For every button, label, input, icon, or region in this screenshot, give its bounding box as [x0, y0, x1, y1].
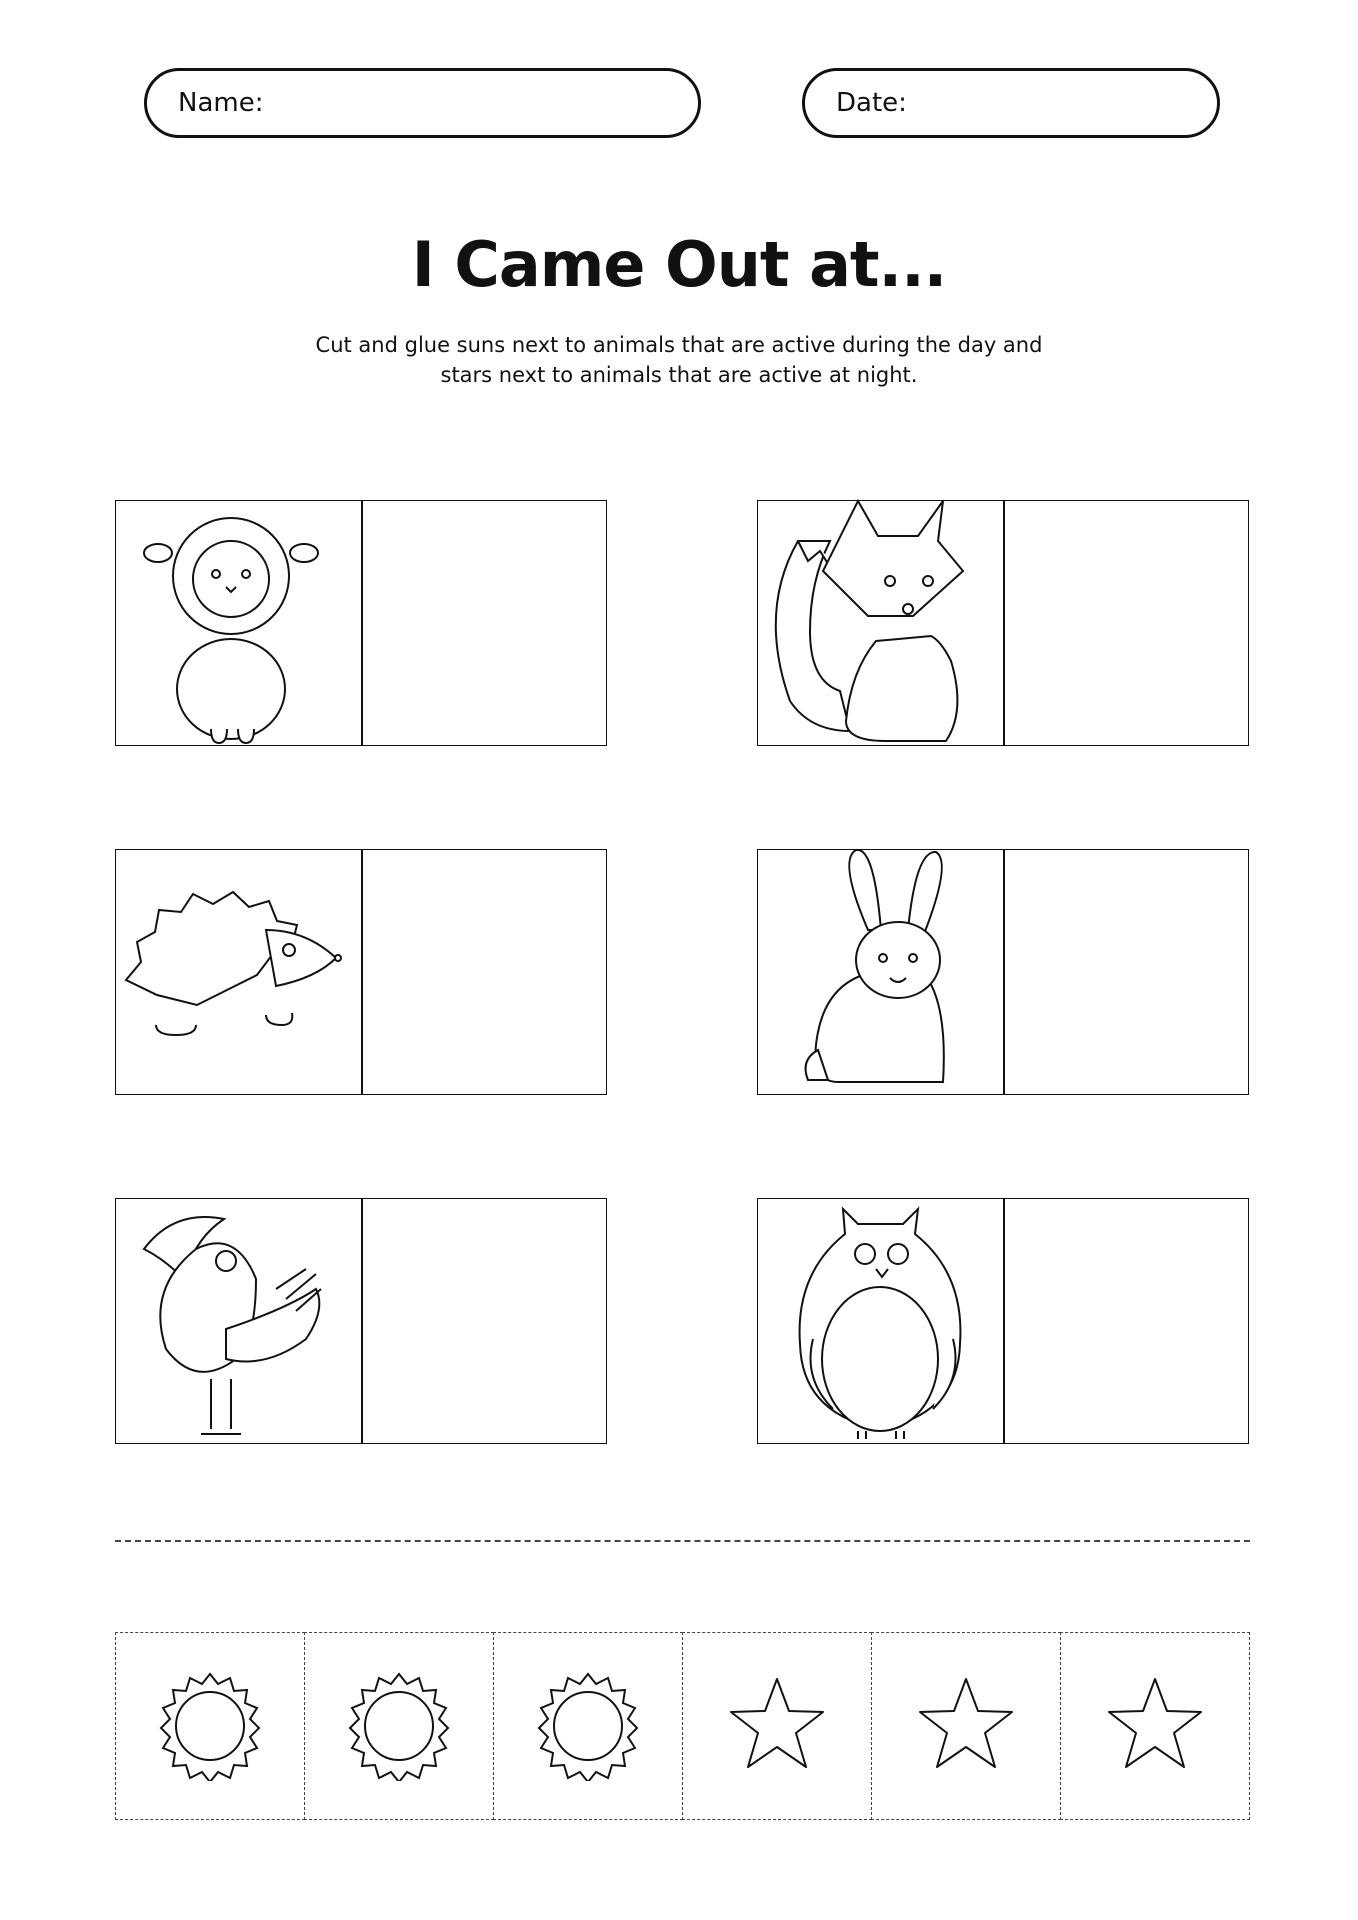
- cutout-sun-2[interactable]: [304, 1632, 494, 1820]
- star-icon: [722, 1671, 832, 1781]
- animal-card-toucan: [115, 1198, 607, 1444]
- sun-icon: [155, 1671, 265, 1781]
- date-label: Date:: [836, 88, 907, 118]
- instructions-line-1: Cut and glue suns next to animals that are active during the day and: [315, 333, 1043, 357]
- star-icon: [1100, 1671, 1210, 1781]
- animal-card-sheep: [115, 500, 607, 746]
- cutout-star-2[interactable]: [871, 1632, 1061, 1820]
- instructions: [279, 330, 1079, 390]
- animal-card-rabbit: [757, 849, 1249, 1095]
- glue-slot[interactable]: [363, 850, 606, 1094]
- animal-card-fox: [757, 500, 1249, 746]
- cutout-star-1[interactable]: [682, 1632, 872, 1820]
- glue-slot[interactable]: [1005, 501, 1248, 745]
- animal-card-hedgehog: [115, 849, 607, 1095]
- animal-card-owl: [757, 1198, 1249, 1444]
- glue-slot[interactable]: [1005, 850, 1248, 1094]
- cut-line: [115, 1540, 1250, 1542]
- worksheet-title: I Came Out at...: [411, 228, 947, 301]
- star-icon: [911, 1671, 1021, 1781]
- owl-icon: [758, 1179, 1003, 1445]
- name-label: Name:: [178, 88, 264, 118]
- date-field[interactable]: [802, 68, 1220, 138]
- hedgehog-icon: [116, 830, 361, 1096]
- glue-slot[interactable]: [363, 501, 606, 745]
- cutout-star-3[interactable]: [1060, 1632, 1250, 1820]
- cutout-sun-1[interactable]: [115, 1632, 305, 1820]
- toucan-icon: [116, 1179, 361, 1445]
- rabbit-icon: [758, 830, 1003, 1096]
- instructions-line-2: stars next to animals that are active at night.: [440, 363, 918, 387]
- sun-icon: [533, 1671, 643, 1781]
- fox-icon: [758, 481, 1003, 747]
- glue-slot[interactable]: [363, 1199, 606, 1443]
- cutout-sun-3[interactable]: [493, 1632, 683, 1820]
- sun-icon: [344, 1671, 454, 1781]
- name-field[interactable]: [144, 68, 701, 138]
- glue-slot[interactable]: [1005, 1199, 1248, 1443]
- cutout-strip: [115, 1632, 1250, 1820]
- sheep-icon: [116, 481, 361, 747]
